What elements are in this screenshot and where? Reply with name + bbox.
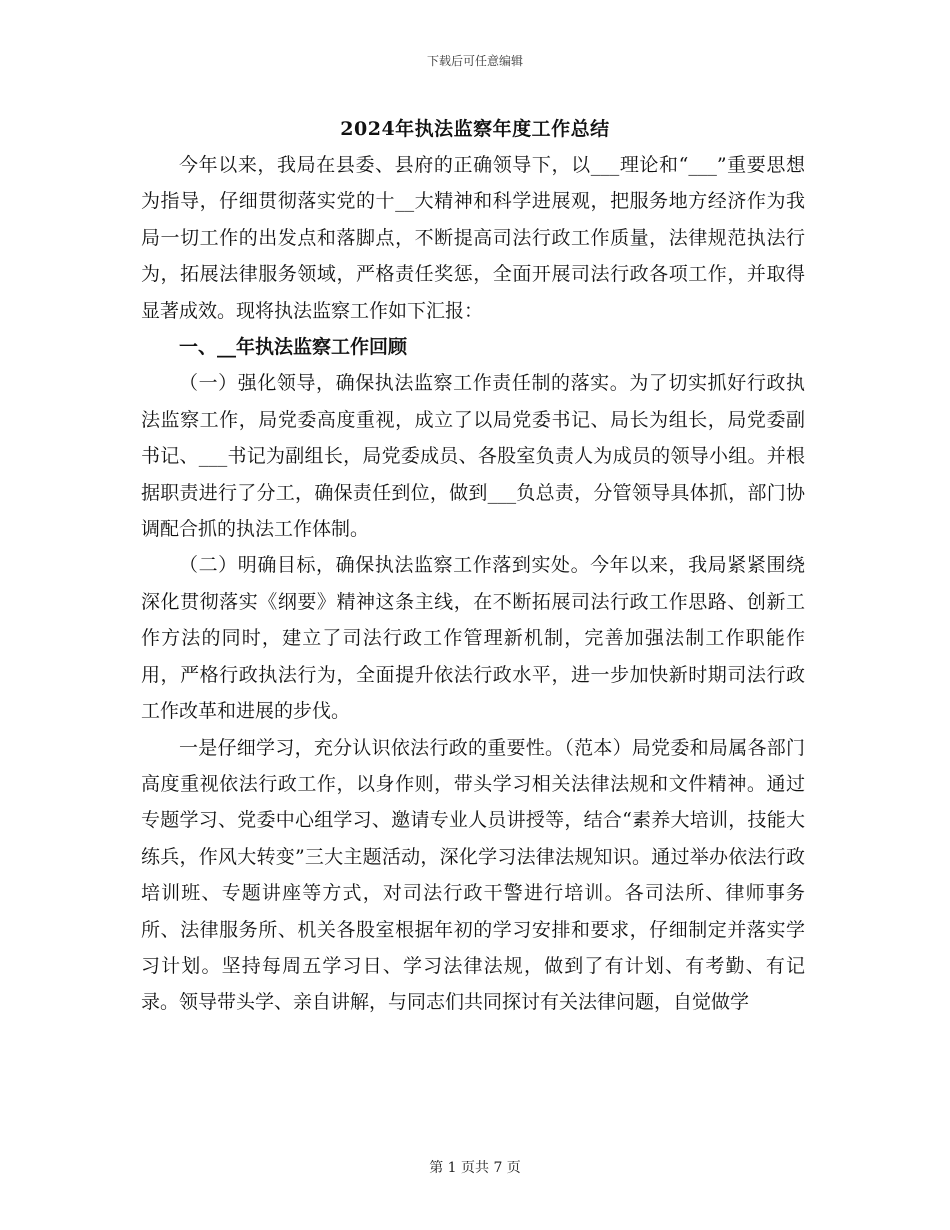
page-number-footer: 第 1 页共 7 页 [429, 1160, 521, 1176]
body-paragraph: 一是仔细学习，充分认识依法行政的重要性。（范本）局党委和局属各部门高度重视依法行政工作，以身作则，带头学习相关法律法规和文件精神。通过专题学习、党委中心组学习、邀请专业人员讲授等，结合“素养大培训，技能大练兵，作风大转变”三大主题活动，深化学习法律法规知识。通过举办依法行政培训班、专题讲座等方式，对司法行政干警进行培训。各司法所、律师事务所、法律服务所、机关各股室根据年初的学习安排和要求，仔细制定并落实学习计划。坚持每周五学习日、学习法律法规，做到了有计划、有考勤、有记录。领导带头学、亲自讲解，与同志们共同探讨有关法律问题，自觉做学 [141, 736, 805, 1014]
document-body [141, 147, 805, 1021]
document-title: 2024年执法监察年度工作总结 [340, 118, 610, 140]
header-note: 下载后可任意编辑 [426, 54, 523, 68]
body-paragraph: （二）明确目标，确保执法监察工作落到实处。今年以来，我局紧紧围绕深化贯彻落实《纲要》精神这条主线，在不断拓展司法行政工作思路、创新工作方法的同时，建立了司法行政工作管理新机制，完善加强法制工作职能作用，严格行政执法行为，全面提升依法行政水平，进一步加快新时期司法行政工作改革和进展的步伐。 [141, 554, 805, 723]
section-heading: 一、__年执法监察工作回顾 [179, 336, 408, 359]
body-paragraph: （一）强化领导，确保执法监察工作责任制的落实。为了切实抓好行政执法监察工作，局党委高度重视，成立了以局党委书记、局长为组长，局党委副书记、___书记为副组长，局党委成员、各股室负责人为成员的领导小组。并根据职责进行了分工，确保责任到位，做到___负总责，分管领导具体抓，部门协调配合抓的执法工作体制。 [141, 372, 805, 541]
intro-paragraph: 今年以来，我局在县委、县府的正确领导下，以___理论和“___”重要思想为指导，仔细贯彻落实党的十__大精神和科学进展观，把服务地方经济作为我局一切工作的出发点和落脚点，不断提高司法行政工作质量，法律规范执法行为，拓展法律服务领域，严格责任奖惩，全面开展司法行政各项工作，并取得显著成效。现将执法监察工作如下汇报： [141, 154, 805, 322]
